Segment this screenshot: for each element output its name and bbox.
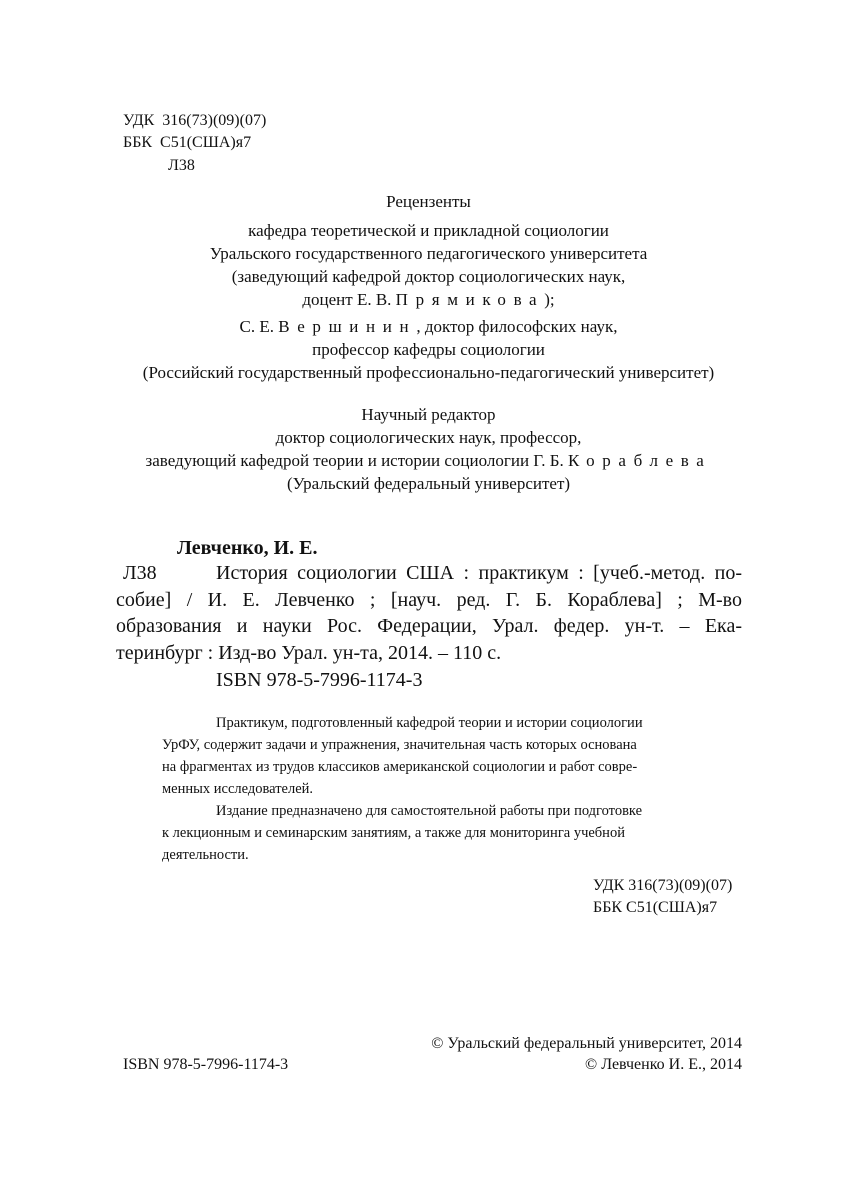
reviewer-org-line1: кафедра теоретической и прикладной социологии <box>248 221 609 240</box>
udk-label: УДК <box>123 112 155 129</box>
reviewer-org-head-name: Прямикова <box>395 290 545 309</box>
catalog-line4: теринбург : Изд-во Урал. ун-та, 2014. – 110 с. <box>116 642 502 664</box>
udk-value: 316(73)(09)(07) <box>162 112 267 129</box>
reviewer-org-line2: Уральского государственного педагогического университета <box>209 244 648 263</box>
editor-line1: доктор социологических наук, профессор, <box>275 428 582 447</box>
editor-line2 <box>0 449 857 473</box>
reviewer-org-line3: (заведующий кафедрой доктор социологических наук, <box>231 267 626 286</box>
catalog-line3: образования и науки Рос. Федерации, Урал. федер. ун-т. – Ека- <box>116 615 742 637</box>
copyright-university: © Уральский федеральный университет, 2014 <box>431 1035 742 1052</box>
bottom-udk: УДК 316(73)(09)(07) <box>593 877 733 894</box>
annotation-p2-line1: Издание предназначено для самостоятельной работы при подготовке <box>216 803 643 819</box>
annotation-p1-line4: менных исследователей. <box>162 781 314 797</box>
bbk-label: ББК <box>123 134 153 151</box>
reviewer-org-line4-prefix: доцент Е. В. <box>302 290 392 309</box>
editor-line3: (Уральский федеральный университет) <box>286 474 571 493</box>
reviewer-person-initials: С. Е. <box>239 317 274 336</box>
bbk-value: С51(США)я7 <box>160 134 252 151</box>
reviewer-org-line4 <box>0 288 857 312</box>
udk-line <box>123 110 266 132</box>
catalog-line2: собие] / И. Е. Левченко ; [науч. ред. Г. Б. Кораблева] ; М-во <box>116 589 742 611</box>
annotation-p1-line1: Практикум, подготовленный кафедрой теории и истории социологии <box>216 715 643 731</box>
copyright-author: © Левченко И. Е., 2014 <box>585 1056 742 1073</box>
reviewer-org-line4-suffix: ); <box>544 290 555 309</box>
catalog-line1: История социологии США : практикум : [учеб.-метод. по- <box>216 562 742 584</box>
bbk-line <box>123 132 251 154</box>
catalog-author-mark: Л38 <box>123 562 157 584</box>
annotation-p1-line2: УрФУ, содержит задачи и упражнения, значительная часть которых основана <box>162 737 637 753</box>
reviewer-person-line2: профессор кафедры социологии <box>312 340 545 359</box>
reviewer-person-line1 <box>0 315 857 339</box>
editor-name: Кораблева <box>567 451 712 470</box>
author-mark-top: Л38 <box>168 157 195 174</box>
reviewer-person-title: , доктор философских наук, <box>416 317 618 336</box>
annotation-p2-line3: деятельности. <box>162 847 249 863</box>
reviewers-heading: Рецензенты <box>386 192 471 211</box>
footer-isbn: ISBN 978-5-7996-1174-3 <box>123 1056 289 1073</box>
reviewer-person-name: Вершинин <box>278 317 417 336</box>
annotation-p2-line2: к лекционным и семинарским занятиям, а также для мониторинга учебной <box>162 825 625 841</box>
annotation-p1-line3: на фрагментах из трудов классиков американской социологии и работ совре- <box>162 759 638 775</box>
editor-line2-prefix: заведующий кафедрой теории и истории социологии Г. Б. <box>145 451 564 470</box>
catalog-isbn: ISBN 978-5-7996-1174-3 <box>216 669 423 691</box>
catalog-author-heading: Левченко, И. Е. <box>177 537 318 559</box>
editor-heading: Научный редактор <box>361 405 496 424</box>
bottom-bbk: ББК С51(США)я7 <box>593 899 718 916</box>
reviewer-person-line3: (Российский государственный профессионально-педагогический университет) <box>142 363 715 382</box>
